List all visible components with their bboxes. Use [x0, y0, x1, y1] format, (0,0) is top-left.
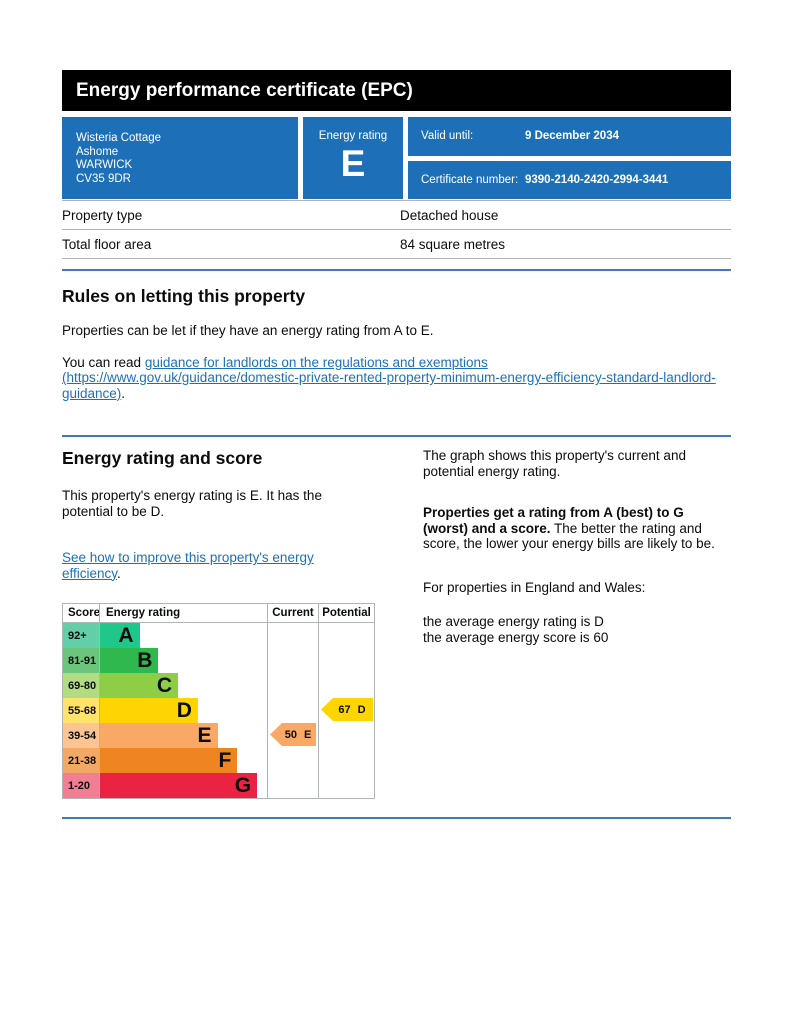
chart-row-f — [63, 748, 374, 773]
address-line: CV35 9DR — [76, 172, 131, 185]
floor-area-value: 84 square metres — [400, 236, 506, 252]
table-row — [62, 200, 731, 229]
property-type-value: Detached house — [400, 207, 499, 223]
current-rating-arrow — [270, 723, 316, 746]
rating-column-header: Energy rating — [99, 604, 267, 622]
landlord-guidance-link[interactable]: guidance for landlords on the regulations and exemptions (https://www.gov.uk/guidance/domestic-private-rented-property-minimum-energy-efficiency-standard-landlord-guidance) — [62, 354, 716, 401]
score-range: 81-91 — [63, 648, 99, 673]
table-row — [62, 229, 731, 259]
score-range: 39-54 — [63, 723, 99, 748]
rating-bar-e: E — [100, 723, 218, 748]
potential-letter: D — [357, 703, 366, 716]
chart-row-e — [63, 723, 374, 748]
section-divider — [62, 817, 731, 819]
rating-bar-a: A — [100, 623, 140, 648]
improve-efficiency-link[interactable]: See how to improve this property's energy efficiency — [62, 550, 314, 581]
epc-rating-chart — [62, 603, 375, 799]
property-address — [62, 117, 298, 199]
rating-intro: This property's energy rating is E. It has the potential to be D. — [62, 488, 322, 519]
guidance-text-prefix: You can read — [62, 354, 145, 370]
rating-bar-c: C — [100, 673, 178, 698]
rating-bar-b: B — [100, 648, 158, 673]
score-range: 69-80 — [63, 673, 99, 698]
valid-until-value: 9 December 2034 — [525, 130, 619, 143]
rating-heading: Energy rating and score — [62, 448, 263, 468]
rules-guidance-paragraph — [62, 355, 717, 402]
guidance-text-suffix: . — [121, 385, 126, 401]
certificate-summary — [62, 117, 731, 199]
average-rating-line: the average energy rating is D — [423, 614, 604, 629]
energy-rating-section — [62, 448, 731, 799]
rating-explanation-rest: The better the rating and score, the lower your energy bills are likely to be. — [423, 520, 715, 551]
chart-row-b — [63, 648, 374, 673]
rules-section — [62, 286, 731, 401]
address-line: Ashome — [76, 145, 119, 158]
score-range: 55-68 — [63, 698, 99, 723]
document-title-bar — [62, 70, 731, 111]
current-letter: E — [303, 728, 312, 741]
score-column-header: Score — [68, 607, 100, 619]
document-content — [62, 0, 731, 819]
average-score-line: the average energy score is 60 — [423, 629, 609, 645]
section-divider — [62, 269, 731, 271]
score-range: 92+ — [63, 623, 99, 648]
rating-bar-f: F — [100, 748, 237, 773]
rating-bar-d: D — [100, 698, 198, 723]
chart-row-c — [63, 673, 374, 698]
certificate-meta — [408, 117, 731, 199]
valid-until-box — [408, 117, 731, 156]
certificate-number-label: Certificate number: — [421, 173, 519, 186]
graph-description: The graph shows this property's current and potential energy rating. — [423, 448, 686, 479]
chart-row-a — [63, 623, 374, 648]
chart-header-row — [63, 604, 374, 623]
floor-area-label: Total floor area — [62, 236, 152, 252]
improve-paragraph — [62, 550, 362, 581]
potential-rating-arrow — [321, 698, 373, 721]
property-details-table — [62, 200, 731, 259]
address-line: Wisteria Cottage — [76, 132, 162, 144]
certificate-number-box — [408, 161, 731, 200]
valid-until-label: Valid until: — [421, 130, 474, 143]
property-type-label: Property type — [62, 207, 143, 223]
certificate-number-value: 9390-2140-2420-2994-3441 — [525, 173, 669, 186]
current-score: 50 — [284, 728, 297, 741]
potential-column-header: Potential — [318, 604, 374, 622]
address-line: WARWICK — [76, 159, 133, 171]
rating-right-column — [423, 448, 731, 799]
potential-score: 67 — [338, 703, 351, 716]
current-column-header: Current — [267, 604, 318, 622]
rules-heading: Rules on letting this property — [62, 286, 306, 306]
score-range: 21-38 — [63, 748, 99, 773]
energy-rating-value: E — [340, 143, 366, 184]
rules-paragraph: Properties can be let if they have an energy rating from A to E. — [62, 323, 434, 338]
average-stats — [423, 614, 731, 645]
rating-explanation — [423, 505, 731, 552]
rating-bar-g: G — [100, 773, 257, 798]
chart-row-g — [63, 773, 374, 798]
section-divider — [62, 435, 731, 437]
page-title: Energy performance certificate (EPC) — [76, 80, 413, 101]
energy-rating-label: Energy rating — [318, 130, 388, 142]
rating-explanation-bold: Properties get a rating from A (best) to G (worst) and a score. — [423, 505, 684, 536]
energy-rating-box — [303, 117, 403, 199]
england-wales-intro: For properties in England and Wales: — [423, 579, 646, 595]
score-range: 1-20 — [63, 773, 99, 798]
rating-left-column — [62, 448, 375, 799]
improve-suffix: . — [117, 565, 121, 581]
